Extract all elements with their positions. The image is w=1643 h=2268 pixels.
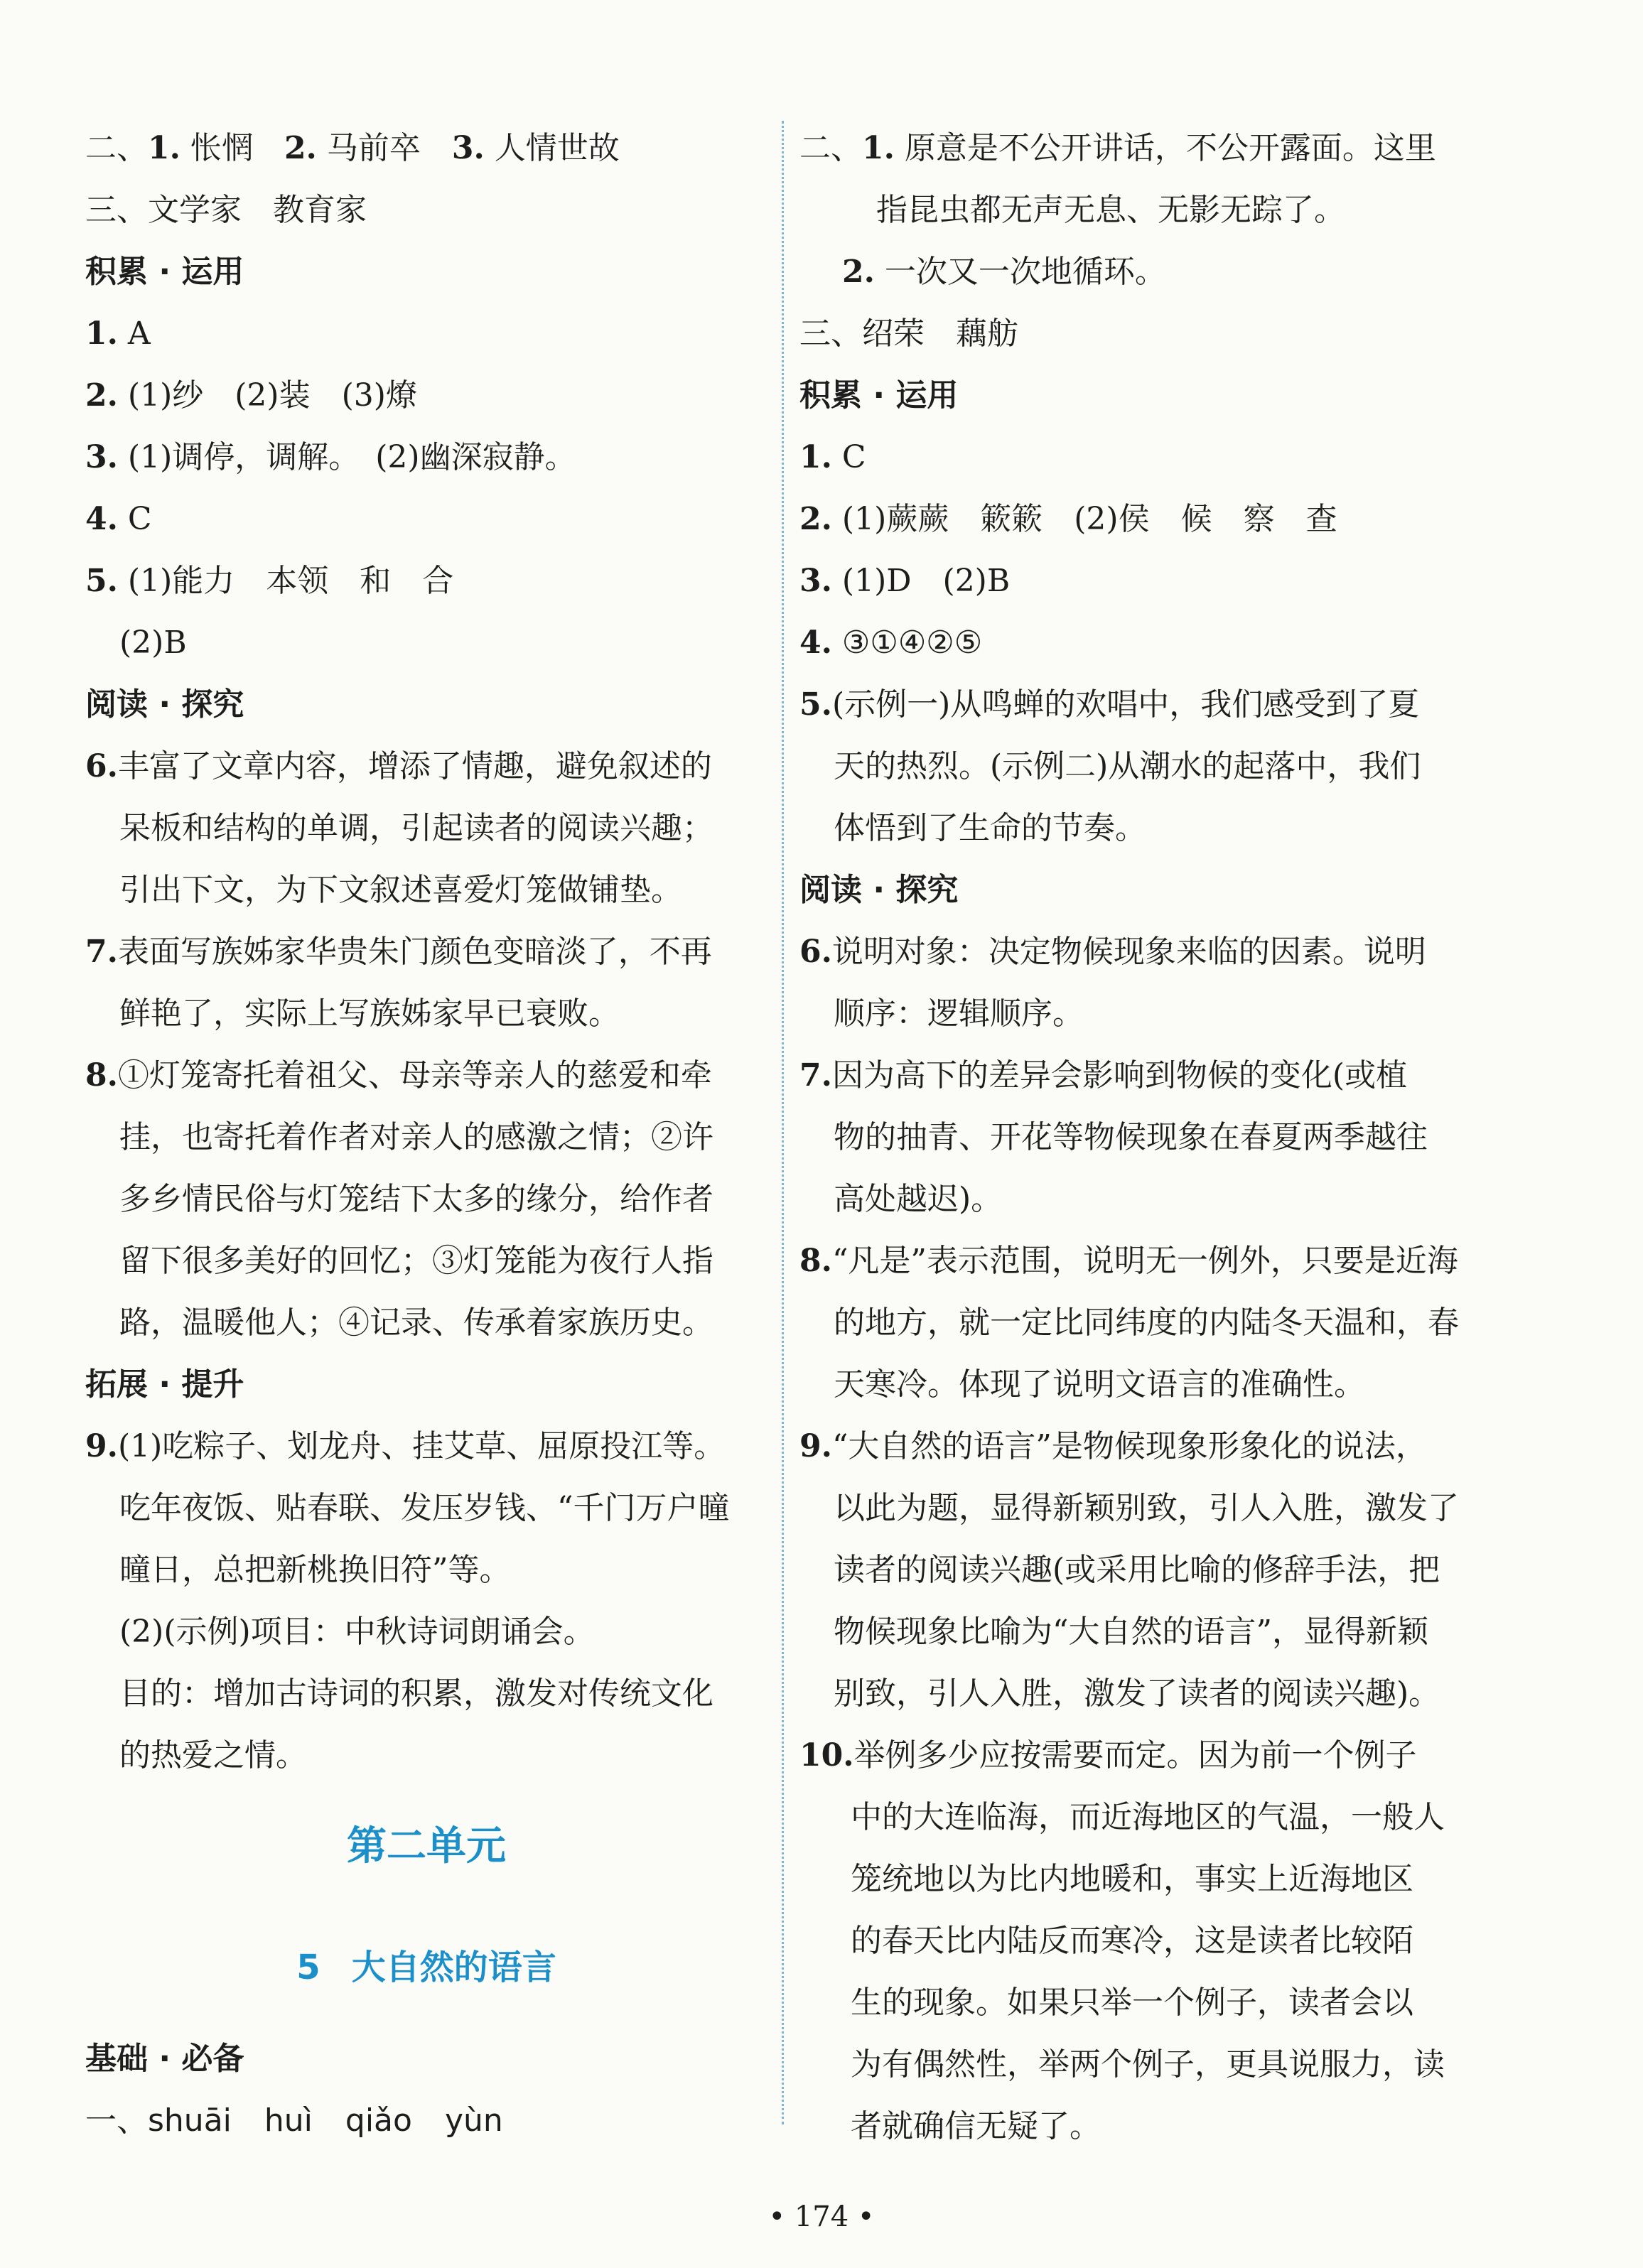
question-7 xyxy=(799,1044,1510,1106)
answer-text: 表面写族姊家华贵朱门颜色变暗淡了，不再 xyxy=(117,934,712,970)
answer-text: (1)能力 本领 和 合 xyxy=(117,563,454,599)
answer-text: 天寒冷。体现了说明文语言的准确性。 xyxy=(834,1366,1365,1403)
answer-text: (1)纱 (2)装 (3)燎 xyxy=(117,377,417,414)
answer-text: 路，温暖他人；④记录、传承着家族历史。 xyxy=(119,1305,713,1341)
left-column xyxy=(85,117,767,2151)
pinyin-word: shuāi xyxy=(148,2102,232,2139)
item-number: 7. xyxy=(85,934,118,970)
pinyin-line xyxy=(85,2090,767,2151)
answer-text: C xyxy=(117,501,152,537)
question-7 xyxy=(85,921,767,983)
lesson-number: 5 xyxy=(296,1948,320,1987)
answer-text: ①灯笼寄托着祖父、母亲等亲人的慈爱和牵 xyxy=(117,1057,712,1094)
question-3 xyxy=(85,426,767,488)
section-prefix: 三、 xyxy=(799,315,862,352)
section-prefix: 三、 xyxy=(85,192,148,228)
answer-text: 怅惘 xyxy=(180,130,284,166)
answer-text: (1)吃粽子、划龙舟、挂艾草、屈原投江等。 xyxy=(117,1428,726,1464)
question-6 xyxy=(85,735,767,797)
answer-text: 别致，引人入胜，激发了读者的阅读兴趣)。 xyxy=(834,1675,1440,1712)
answer-text: 丰富了文章内容，增添了情趣，避免叙述的 xyxy=(117,748,712,784)
answer-text: (2)(示例)项目：中秋诗词朗诵会。 xyxy=(119,1614,595,1650)
answer-text: 因为高下的差异会影响到物候的变化(或植 xyxy=(831,1057,1408,1094)
answer-text: 引出下文，为下文叙述喜爱灯笼做铺垫。 xyxy=(119,872,682,908)
answer-text: 中的大连临海，而近海地区的气温，一般人 xyxy=(851,1799,1445,1835)
section-heading: 积累 · 运用 xyxy=(799,377,959,414)
answer-text: 指昆虫都无声无息、无影无踪了。 xyxy=(876,192,1345,228)
answer-text: 吃年夜饭、贴春联、发压岁钱、“千门万户曈 xyxy=(119,1490,730,1526)
question-8 xyxy=(85,1044,767,1106)
answer-text: 挂，也寄托着作者对亲人的感激之情；②许 xyxy=(119,1119,713,1155)
answer-text: 的地方，就一定比同纬度的内陆冬天温和，春 xyxy=(834,1305,1459,1341)
section-prefix: 二、 xyxy=(85,130,148,166)
item-number: 3. xyxy=(451,130,485,166)
question-5 xyxy=(85,550,767,612)
answer-text: 曈日，总把新桃换旧符”等。 xyxy=(119,1552,511,1588)
answer-text: 体悟到了生命的节奏。 xyxy=(834,810,1146,846)
item-number: 8. xyxy=(799,1243,832,1279)
answer-text: 鲜艳了，实际上写族姊家早已衰败。 xyxy=(119,995,620,1032)
page-number: • 174 • xyxy=(768,2200,875,2233)
answer-line xyxy=(799,303,1510,364)
answer-line xyxy=(799,117,1510,179)
answer-text: (示例一)从鸣蝉的欢唱中，我们感受到了夏 xyxy=(831,686,1420,723)
section-prefix: 一、 xyxy=(85,2102,148,2139)
section-heading: 基础 · 必备 xyxy=(85,2041,244,2077)
question-6 xyxy=(799,921,1510,983)
item-number: 2. xyxy=(799,501,832,537)
column-divider xyxy=(782,121,784,2124)
question-5 xyxy=(799,674,1510,735)
answer-text: “凡是”表示范围，说明无一例外，只要是近海 xyxy=(831,1243,1458,1279)
item-number: 1. xyxy=(85,315,118,352)
answer-text: 举例多少应按需要而定。因为前一个例子 xyxy=(853,1737,1417,1773)
item-number: 3. xyxy=(799,563,832,599)
answer-text: 一次又一次地循环。 xyxy=(874,254,1166,290)
answer-text: (1)蕨蕨 簌簌 (2)侯 候 察 查 xyxy=(831,501,1337,537)
answer-text: 天的热烈。(示例二)从潮水的起落中，我们 xyxy=(834,748,1421,784)
answer-text: 笼统地以为比内地暖和，事实上近海地区 xyxy=(851,1861,1413,1897)
item-number: 7. xyxy=(799,1057,832,1094)
item-number: 10. xyxy=(799,1737,854,1773)
item-number: 4. xyxy=(85,501,118,537)
item-number: 1. xyxy=(862,130,895,166)
answer-text: 顺序：逻辑顺序。 xyxy=(834,995,1084,1032)
question-1 xyxy=(85,303,767,364)
question-2 xyxy=(85,364,767,426)
item-number: 4. xyxy=(799,625,832,661)
answer-text: (1)调停，调解。 (2)幽深寂静。 xyxy=(117,439,576,475)
answer-text: 的热爱之情。 xyxy=(119,1737,307,1773)
question-2 xyxy=(799,488,1510,550)
answer-text: “大自然的语言”是物候现象形象化的说法， xyxy=(831,1428,1427,1464)
pinyin-word: qiǎo xyxy=(345,2102,412,2139)
answer-text: 物的抽青、开花等物候现象在春夏两季越往 xyxy=(834,1119,1428,1155)
item-number: 2. xyxy=(284,130,317,166)
question-3 xyxy=(799,550,1510,612)
section-heading: 拓展 · 提升 xyxy=(85,1366,244,1403)
answer-text: A xyxy=(117,315,151,352)
section-heading: 阅读 · 探究 xyxy=(85,686,244,723)
answer-text: 文学家 教育家 xyxy=(148,192,367,228)
answer-text: 目的：增加古诗词的积累，激发对传统文化 xyxy=(119,1675,713,1712)
answer-text: 呆板和结构的单调，引起读者的阅读兴趣； xyxy=(119,810,713,846)
item-number: 9. xyxy=(85,1428,118,1464)
answer-text: 高处越迟)。 xyxy=(834,1181,1003,1217)
answer-text: 生的现象。如果只举一个例子，读者会以 xyxy=(851,1984,1413,2021)
answer-text: ③①④②⑤ xyxy=(831,625,983,661)
answer-text: (1)D (2)B xyxy=(831,563,1011,599)
pinyin-word: huì xyxy=(264,2102,313,2139)
answer-text: (2)B xyxy=(119,625,187,661)
item-number: 3. xyxy=(85,439,118,475)
question-4 xyxy=(799,612,1510,674)
item-number: 1. xyxy=(148,130,181,166)
question-10 xyxy=(799,1724,1510,1786)
item-number: 5. xyxy=(799,686,832,723)
answer-line xyxy=(85,179,767,241)
answer-text: 说明对象：决定物候现象来临的因素。说明 xyxy=(831,934,1426,970)
question-8 xyxy=(799,1230,1510,1292)
section-heading: 阅读 · 探究 xyxy=(799,872,959,908)
question-9 xyxy=(799,1415,1510,1477)
answer-text: 留下很多美好的回忆；③灯笼能为夜行人指 xyxy=(119,1243,713,1279)
item-number: 1. xyxy=(799,439,832,475)
answer-text: 多乡情民俗与灯笼结下太多的缘分，给作者 xyxy=(119,1181,713,1217)
lesson-title xyxy=(85,1907,767,2028)
item-number: 5. xyxy=(85,563,118,599)
pinyin-word: yùn xyxy=(444,2102,503,2139)
item-number: 8. xyxy=(85,1057,118,1094)
question-4 xyxy=(85,488,767,550)
item-number: 9. xyxy=(799,1428,832,1464)
unit-title: 第二单元 xyxy=(347,1823,506,1869)
right-column xyxy=(799,117,1510,2157)
answer-text: 为有偶然性，举两个例子，更具说服力，读 xyxy=(851,2046,1445,2083)
answer-text: 人情世故 xyxy=(484,130,620,166)
answer-text: 绍荣 藕舫 xyxy=(862,315,1018,352)
question-1 xyxy=(799,426,1510,488)
answer-text: C xyxy=(831,439,866,475)
answer-text: 原意是不公开讲话，不公开露面。这里 xyxy=(894,130,1436,166)
item-number: 2. xyxy=(85,377,118,414)
item-number: 2. xyxy=(842,254,875,290)
question-9 xyxy=(85,1415,767,1477)
answer-text: 的春天比内陆反而寒冷，这是读者比较陌 xyxy=(851,1923,1413,1959)
answer-text: 马前卒 xyxy=(316,130,452,166)
lesson-name: 大自然的语言 xyxy=(351,1948,556,1987)
item-number: 6. xyxy=(85,748,118,784)
answer-text: 者就确信无疑了。 xyxy=(851,2108,1101,2144)
item-number: 6. xyxy=(799,934,832,970)
answer-text: 以此为题，显得新颖别致，引人入胜，激发了 xyxy=(834,1490,1459,1526)
section-heading: 积累 · 运用 xyxy=(85,254,244,290)
answer-line xyxy=(85,117,767,179)
answer-text: 读者的阅读兴趣(或采用比喻的修辞手法，把 xyxy=(834,1552,1440,1588)
section-prefix: 二、 xyxy=(799,130,862,166)
answer-line xyxy=(799,241,1510,303)
answer-text: 物候现象比喻为“大自然的语言”，显得新颖 xyxy=(834,1614,1428,1650)
